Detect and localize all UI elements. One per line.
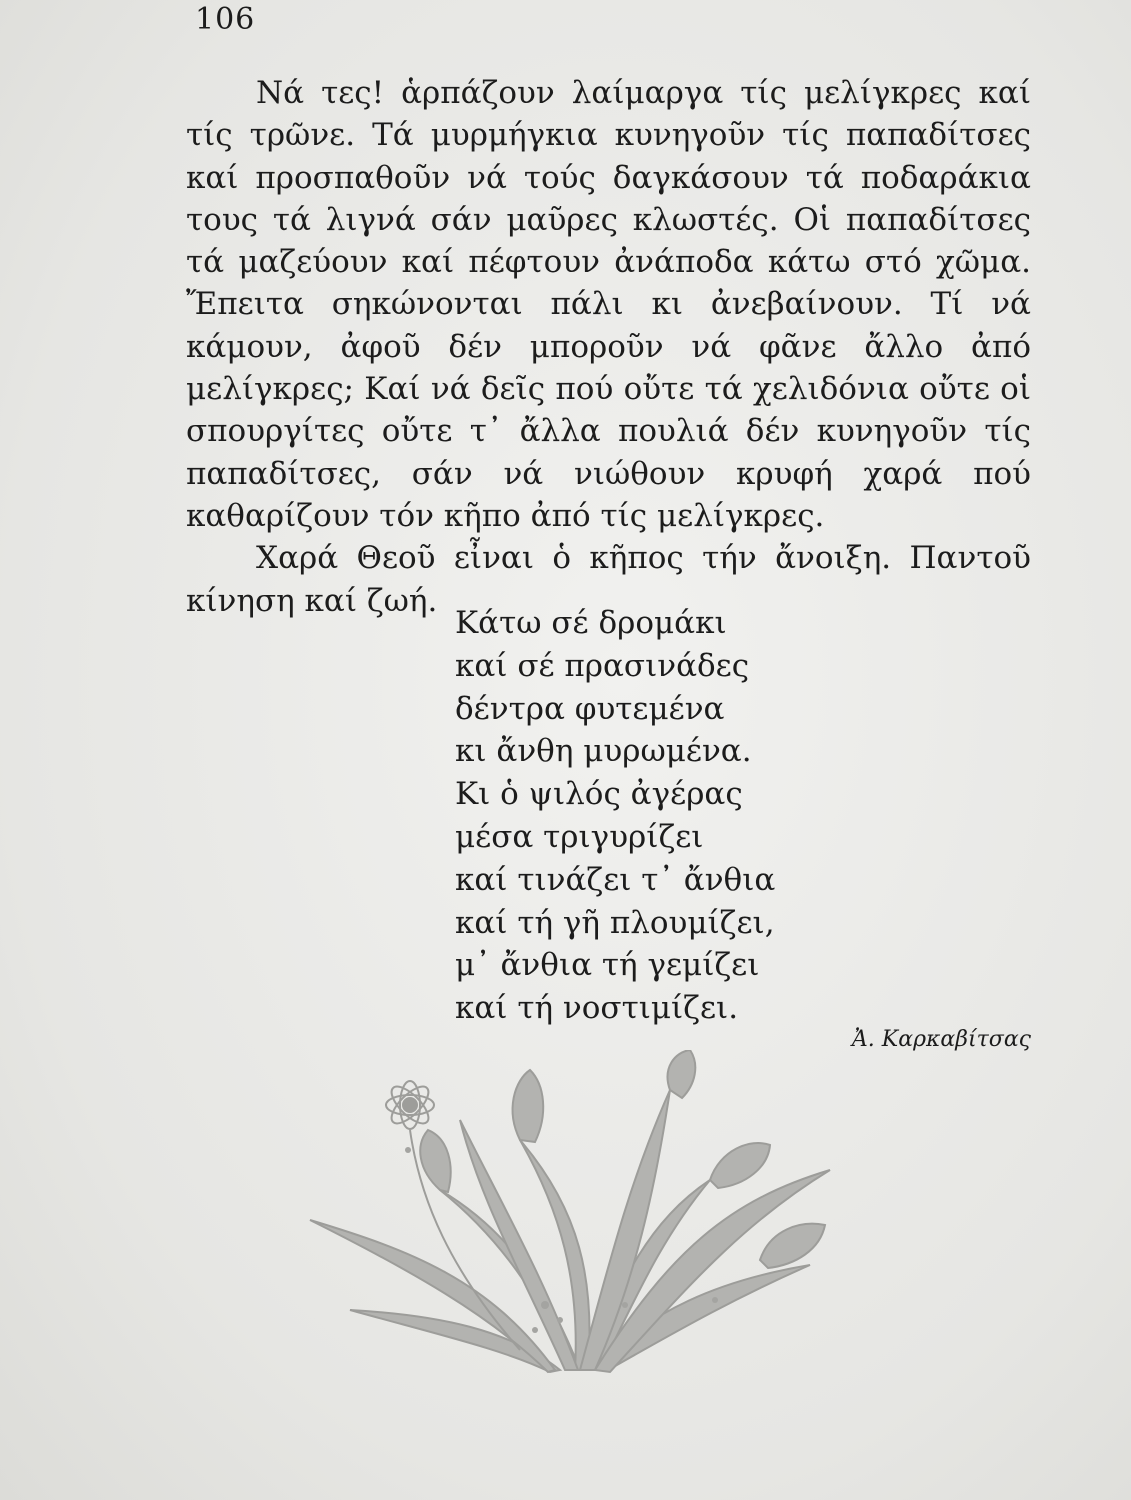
poem-line: καί σέ πρασινάδες — [455, 647, 750, 684]
paragraph: Νά τες! ἁρπάζουν λαίμαργα τίς μελίγκρες καί τίς τρῶνε. Τά μυρμήγκια κυνηγοῦν τίς παπαδίτσες καί προσπαθοῦν νά τούς δαγκάσουν τά ποδαράκια τους τά λιγνά σάν μαῦρες κλωστές. Οἱ παπαδίτσες τά μαζεύουν καί πέφτουν ἀνάποδα κάτω στό χῶμα. Ἔπειτα σηκώνονται πάλι κι ἀνεβαίνουν. Τί νά κάμουν, ἀφοῦ δέν μποροῦν νά φᾶνε ἄλλο ἀπό μελίγκρες; Καί νά δεῖς πού οὔτε τά χελιδόνια οὔτε οἱ σπουργίτες οὔτε τ᾽ ἄλλα πουλιά δέν κυνηγοῦν τίς παπαδίτσες, σάν νά νιώθουν κρυφή χαρά πού καθαρίζουν τόν κῆπο ἀπό τίς μελίγκρες. — [186, 75, 1031, 534]
paragraph: Χαρά Θεοῦ εἶναι ὁ κῆπος τήν ἄνοιξη. Παντοῦ κίνηση καί ζωή. — [186, 540, 1031, 619]
poem-line: Κι ὁ ψιλός ἀγέρας — [455, 776, 743, 813]
poem-line: καί τή γῆ πλουμίζει, — [455, 904, 775, 941]
poem-line: μ᾽ ἄνθια τή γεμίζει — [455, 947, 760, 984]
poem-line: μέσα τριγυρίζει — [455, 818, 704, 855]
poem-line: Κάτω σέ δρομάκι — [455, 605, 727, 641]
poem-attribution: Ἀ. Καρκαβίτσας — [851, 1027, 1031, 1052]
poem-line: κι ἄνθη μυρωμένα. — [455, 733, 752, 770]
page-number: 106 — [195, 2, 256, 37]
flower-bouquet-icon — [290, 1050, 850, 1380]
poem — [455, 602, 775, 1030]
prose-block — [186, 72, 1031, 622]
poem-line: δέντρα φυτεμένα — [455, 690, 725, 727]
poem-line: καί τή νοστιμίζει. — [455, 990, 739, 1027]
poem-line: καί τινάζει τ᾽ ἄνθια — [455, 861, 776, 898]
